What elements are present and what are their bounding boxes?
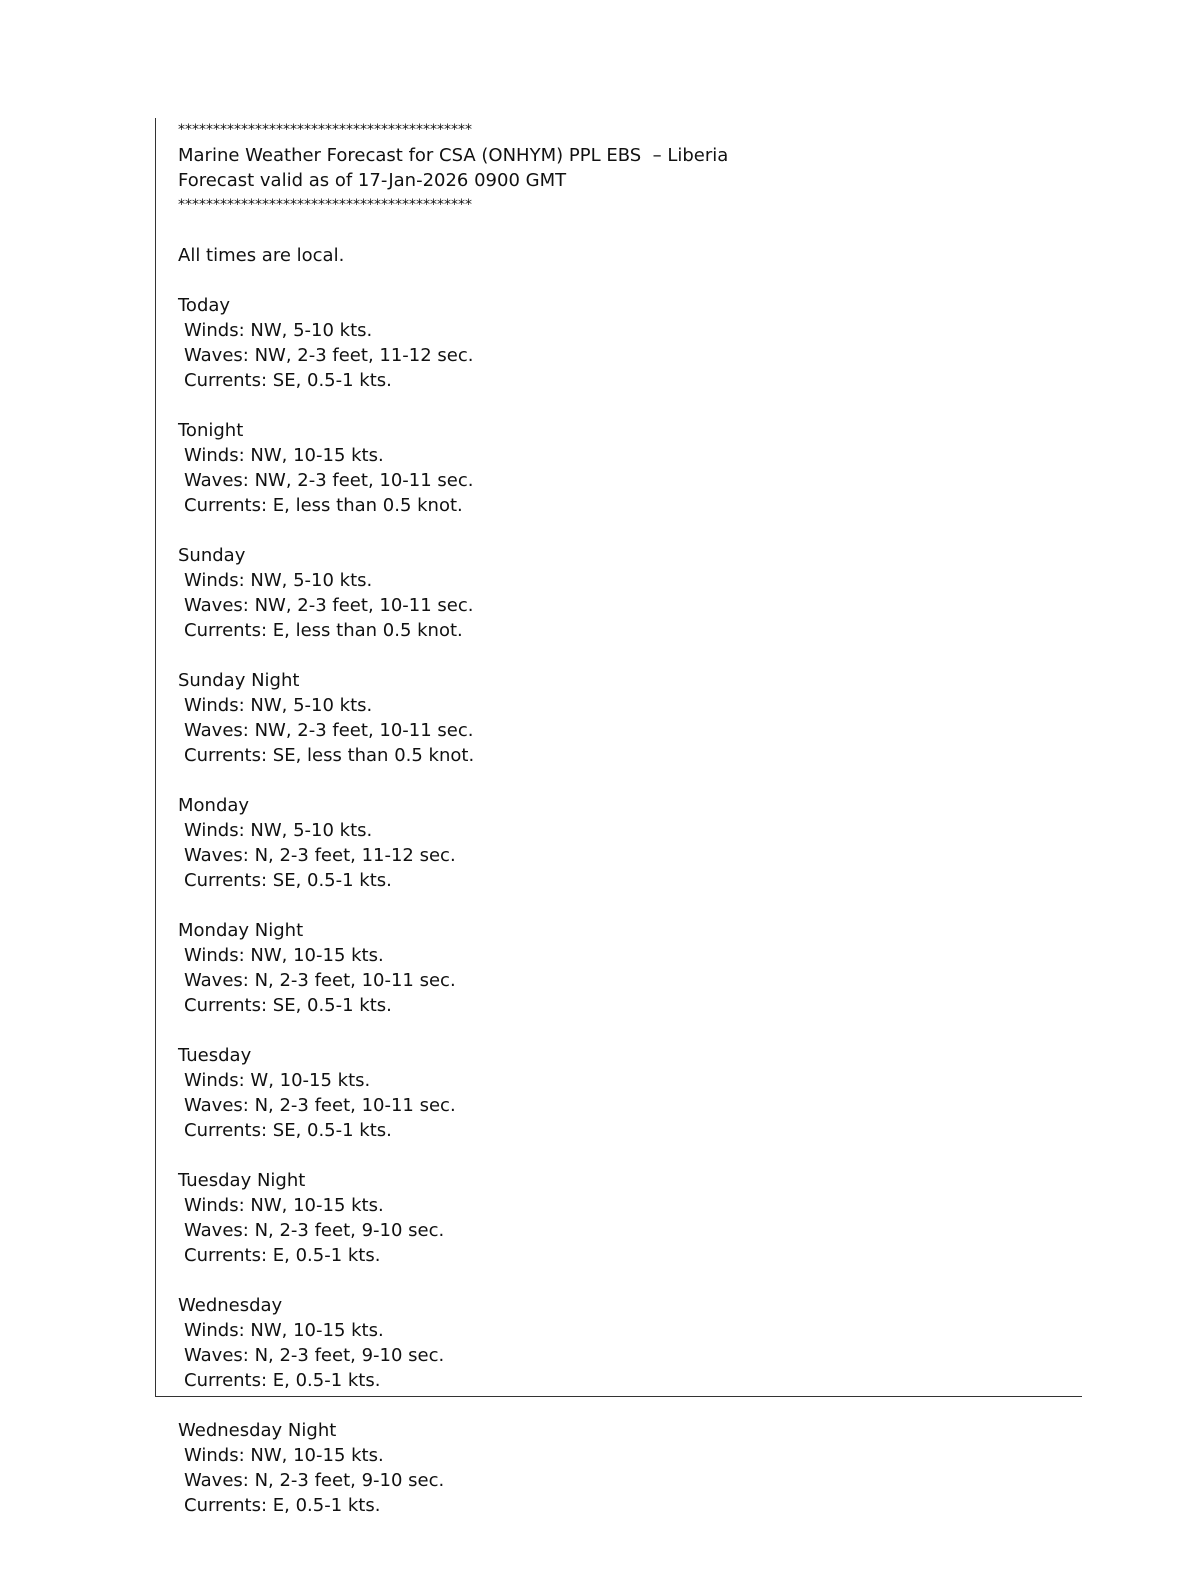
period-currents: Currents: E, 0.5-1 kts. bbox=[184, 1495, 381, 1516]
forecast-period bbox=[178, 1293, 1078, 1418]
forecast-period bbox=[178, 1168, 1078, 1293]
period-winds: Winds: NW, 10-15 kts. bbox=[184, 945, 384, 966]
period-winds: Winds: NW, 10-15 kts. bbox=[184, 1445, 384, 1466]
spacer bbox=[178, 518, 1078, 543]
header-stars-top: ****************************************** bbox=[178, 122, 472, 138]
period-currents: Currents: E, 0.5-1 kts. bbox=[184, 1370, 381, 1391]
period-name: Tuesday Night bbox=[178, 1170, 306, 1191]
spacer bbox=[178, 1393, 1078, 1418]
forecast-document bbox=[178, 118, 1078, 1518]
spacer bbox=[178, 768, 1078, 793]
forecast-periods bbox=[178, 293, 1078, 1518]
spacer bbox=[178, 1268, 1078, 1293]
forecast-period bbox=[178, 543, 1078, 668]
period-name: Sunday bbox=[178, 545, 246, 566]
period-waves: Waves: NW, 2-3 feet, 11-12 sec. bbox=[184, 345, 474, 366]
spacer bbox=[178, 218, 1078, 243]
forecast-period bbox=[178, 1043, 1078, 1168]
period-name: Today bbox=[178, 295, 231, 316]
period-winds: Winds: NW, 5-10 kts. bbox=[184, 820, 373, 841]
period-currents: Currents: E, 0.5-1 kts. bbox=[184, 1245, 381, 1266]
spacer bbox=[178, 1143, 1078, 1168]
period-winds: Winds: NW, 5-10 kts. bbox=[184, 320, 373, 341]
time-note: All times are local. bbox=[178, 245, 345, 266]
period-winds: Winds: NW, 10-15 kts. bbox=[184, 1195, 384, 1216]
period-winds: Winds: NW, 5-10 kts. bbox=[184, 570, 373, 591]
period-name: Tonight bbox=[178, 420, 244, 441]
period-waves: Waves: N, 2-3 feet, 10-11 sec. bbox=[184, 1095, 456, 1116]
spacer bbox=[178, 268, 1078, 293]
forecast-title: Marine Weather Forecast for CSA (ONHYM) PPL EBS – Liberia bbox=[178, 145, 729, 166]
period-winds: Winds: NW, 10-15 kts. bbox=[184, 445, 384, 466]
period-name: Wednesday bbox=[178, 1295, 283, 1316]
spacer bbox=[178, 393, 1078, 418]
forecast-period bbox=[178, 918, 1078, 1043]
period-currents: Currents: SE, 0.5-1 kts. bbox=[184, 1120, 392, 1141]
period-winds: Winds: W, 10-15 kts. bbox=[184, 1070, 371, 1091]
period-currents: Currents: E, less than 0.5 knot. bbox=[184, 495, 463, 516]
period-waves: Waves: N, 2-3 feet, 11-12 sec. bbox=[184, 845, 456, 866]
spacer bbox=[178, 643, 1078, 668]
period-waves: Waves: N, 2-3 feet, 9-10 sec. bbox=[184, 1345, 445, 1366]
period-currents: Currents: SE, 0.5-1 kts. bbox=[184, 870, 392, 891]
period-waves: Waves: NW, 2-3 feet, 10-11 sec. bbox=[184, 720, 474, 741]
period-name: Monday Night bbox=[178, 920, 304, 941]
header-stars-bottom: ****************************************** bbox=[178, 197, 472, 213]
period-name: Wednesday Night bbox=[178, 1420, 337, 1441]
forecast-valid-time: Forecast valid as of 17-Jan-2026 0900 GMT bbox=[178, 170, 567, 191]
period-waves: Waves: N, 2-3 feet, 9-10 sec. bbox=[184, 1470, 445, 1491]
spacer bbox=[178, 1018, 1078, 1043]
period-winds: Winds: NW, 5-10 kts. bbox=[184, 695, 373, 716]
period-name: Tuesday bbox=[178, 1045, 252, 1066]
period-currents: Currents: E, less than 0.5 knot. bbox=[184, 620, 463, 641]
forecast-period bbox=[178, 1418, 1078, 1518]
period-waves: Waves: NW, 2-3 feet, 10-11 sec. bbox=[184, 595, 474, 616]
forecast-period bbox=[178, 793, 1078, 918]
period-waves: Waves: N, 2-3 feet, 10-11 sec. bbox=[184, 970, 456, 991]
period-currents: Currents: SE, 0.5-1 kts. bbox=[184, 370, 392, 391]
period-winds: Winds: NW, 10-15 kts. bbox=[184, 1320, 384, 1341]
period-currents: Currents: SE, less than 0.5 knot. bbox=[184, 745, 475, 766]
forecast-period bbox=[178, 418, 1078, 543]
forecast-period bbox=[178, 293, 1078, 418]
period-waves: Waves: N, 2-3 feet, 9-10 sec. bbox=[184, 1220, 445, 1241]
spacer bbox=[178, 893, 1078, 918]
period-currents: Currents: SE, 0.5-1 kts. bbox=[184, 995, 392, 1016]
period-name: Sunday Night bbox=[178, 670, 300, 691]
forecast-period bbox=[178, 668, 1078, 793]
period-waves: Waves: NW, 2-3 feet, 10-11 sec. bbox=[184, 470, 474, 491]
period-name: Monday bbox=[178, 795, 250, 816]
